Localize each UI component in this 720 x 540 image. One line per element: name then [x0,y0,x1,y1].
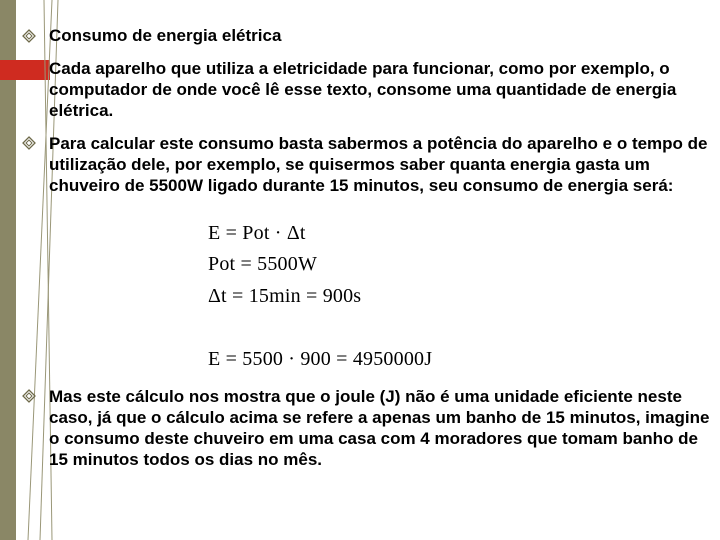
diamond-bullet-icon [22,29,36,43]
paragraph-calculation: Para calcular este consumo basta sabermos a potência do aparelho e o tempo de utilização dele, por exemplo, se quisermos saber quanta energia gasta um chuveiro de 5500W ligado durante 15 minutos, seu consumo de energia será: [49,134,708,195]
formula-energy: E = Pot · Δt [208,222,306,244]
paragraph-intro: Cada aparelho que utiliza a eletricidade para funcionar, como por exemplo, o computador de onde você lê esse texto, consome uma quantidade de energia elétrica. [49,59,677,120]
paragraph-conclusion: Mas este cálculo nos mostra que o joule (J) não é uma unidade eficiente neste caso, já que o cálculo acima se refere a apenas um banho de 15 minutos, imagine o consumo deste chuveiro em uma casa com 4 moradores que tomam banho de 15 minutos todos os dias no mês. [49,387,710,469]
formula-result: E = 5500 · 900 = 4950000J [208,348,433,370]
diamond-bullet-icon [22,389,36,403]
formula-time: Δt = 15min = 900s [208,285,362,307]
slide-heading: Consumo de energia elétrica [49,26,282,45]
diamond-bullet-icon [22,136,36,150]
formula-power: Pot = 5500W [208,253,318,275]
